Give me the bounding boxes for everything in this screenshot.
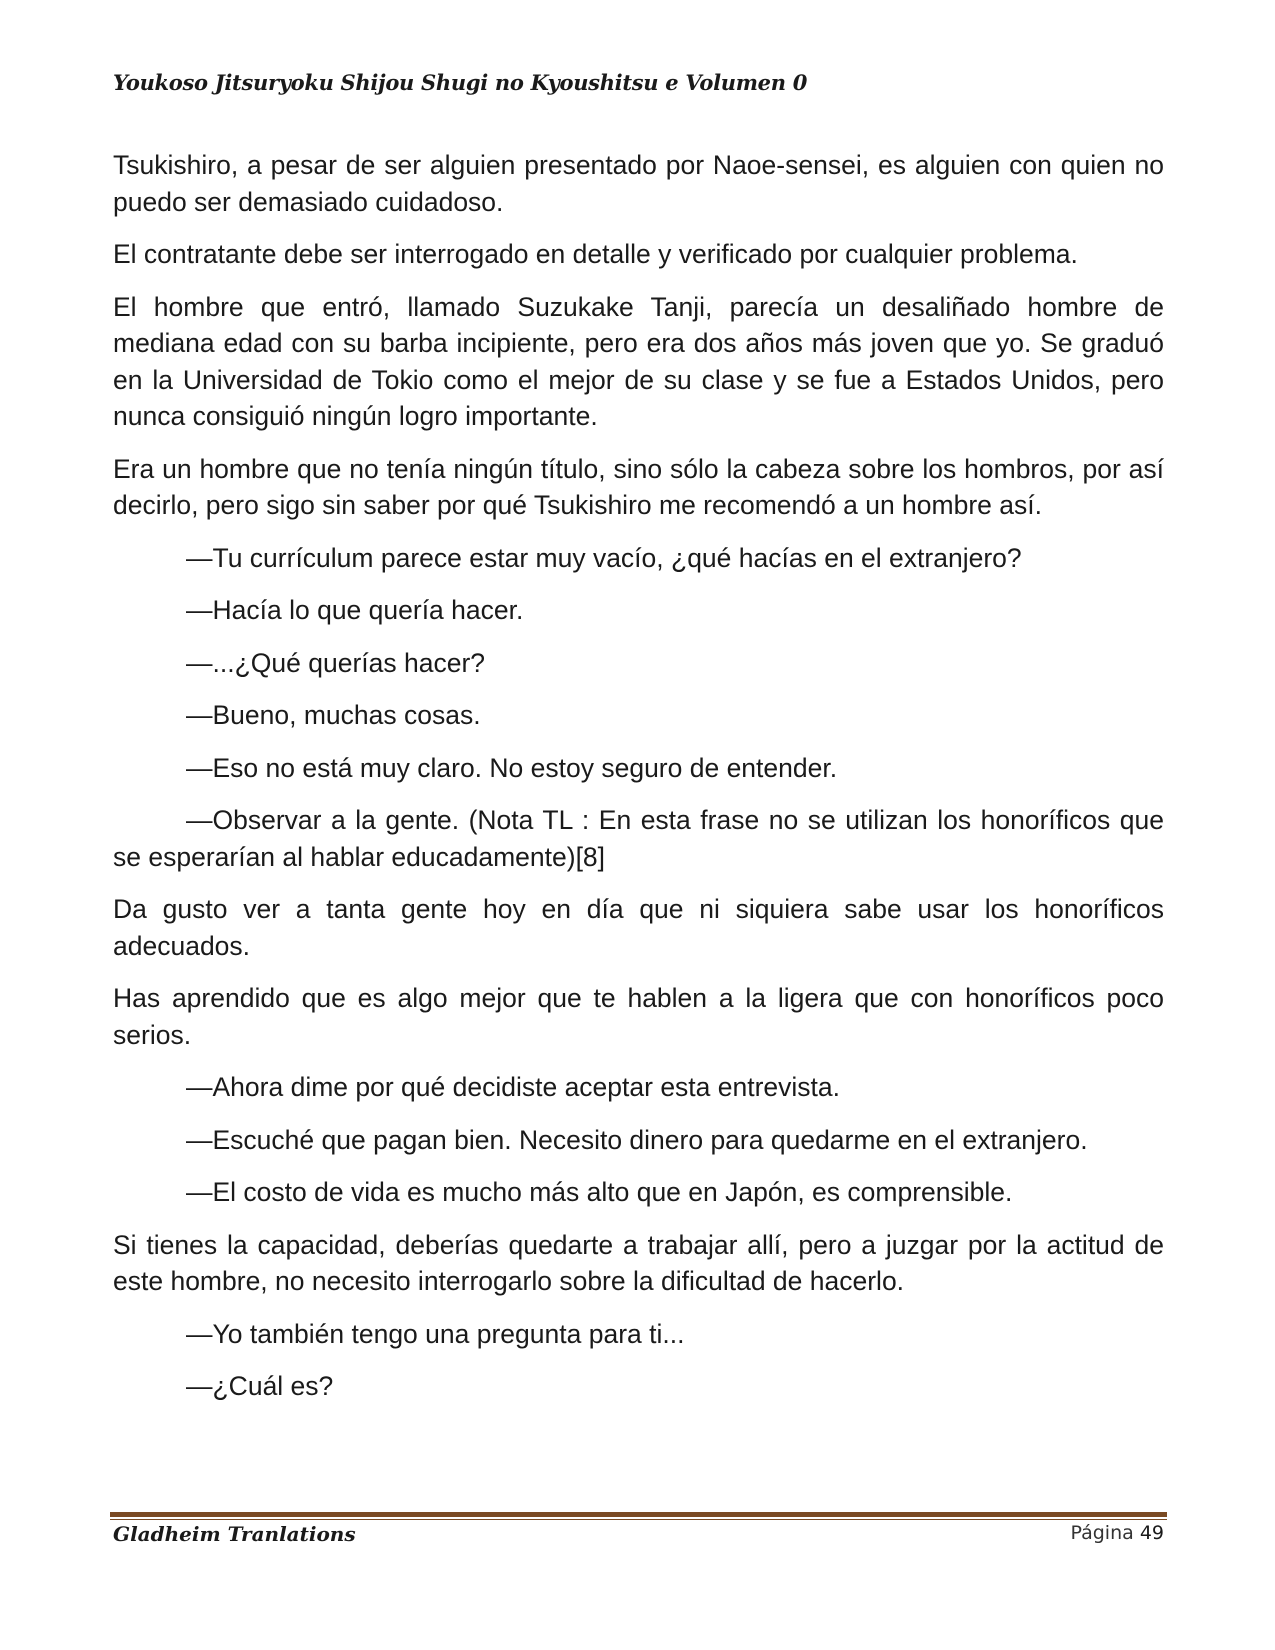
page-number (1070, 1522, 1164, 1544)
paragraph: Da gusto ver a tanta gente hoy en día que ni siquiera sabe usar los honoríficos adecuados. (113, 894, 1164, 961)
dialog-line: —Observar a la gente. (Nota TL : En esta frase no se utilizan los honoríficos que se esperarían al hablar educadamente)[8] (113, 805, 1164, 872)
dialog-line: —...¿Qué querías hacer? (186, 647, 486, 678)
running-header: Youkoso Jitsuryoku Shijou Shugi no Kyoushitsu e Volumen 0 (113, 70, 808, 95)
dialog-line: —¿Cuál es? (186, 1371, 334, 1401)
dialog-line: —Eso no está muy claro. No estoy seguro de entender. (186, 752, 838, 783)
publisher-name: Gladheim Tranlations (113, 1522, 356, 1546)
footer-divider-thin (110, 1519, 1167, 1520)
paragraph: Has aprendido que es algo mejor que te hablen a la ligera que con honoríficos poco serios. (113, 983, 1164, 1050)
dialog-line: —Yo también tengo una pregunta para ti... (186, 1318, 685, 1349)
dialog-line: —Ahora dime por qué decidiste aceptar esta entrevista. (186, 1072, 841, 1102)
paragraph: Si tienes la capacidad, deberías quedarte a trabajar allí, pero a juzgar por la actitud de este hombre, no necesito interrogarlo sobre la dificultad de hacerlo. (113, 1229, 1164, 1296)
page-body (113, 147, 1164, 1421)
dialog-line: —Tu currículum parece estar muy vacío, ¿qué hacías en el extranjero? (186, 542, 1022, 573)
paragraph: El contratante debe ser interrogado en detalle y verificado por cualquier problema. (113, 239, 1078, 269)
page-label: Página (1070, 1522, 1134, 1544)
paragraph: Era un hombre que no tenía ningún título, sino sólo la cabeza sobre los hombros, por así decirlo, pero sigo sin saber por qué Tsukishiro me recomendó a un hombre así. (113, 453, 1164, 520)
dialog-line: —Hacía lo que quería hacer. (186, 595, 524, 625)
paragraph: El hombre que entró, llamado Suzukake Tanji, parecía un desaliñado hombre de mediana edad con su barba incipiente, pero era dos años más joven que yo. Se graduó en la Universidad de Tokio como el mejor de su clase y se fue a Estados Unidos, pero nunca consiguió ningún logro importante. (113, 291, 1164, 431)
paragraph: Tsukishiro, a pesar de ser alguien presentado por Naoe-sensei, es alguien con quien no puedo ser demasiado cuidadoso. (113, 150, 1164, 217)
dialog-line: —Escuché que pagan bien. Necesito dinero para quedarme en el extranjero. (186, 1124, 1088, 1155)
page-number-value: 49 (1139, 1522, 1164, 1544)
dialog-line: —El costo de vida es mucho más alto que en Japón, es comprensible. (186, 1177, 1013, 1207)
dialog-line: —Bueno, muchas cosas. (186, 700, 481, 730)
footer-divider (110, 1512, 1167, 1517)
